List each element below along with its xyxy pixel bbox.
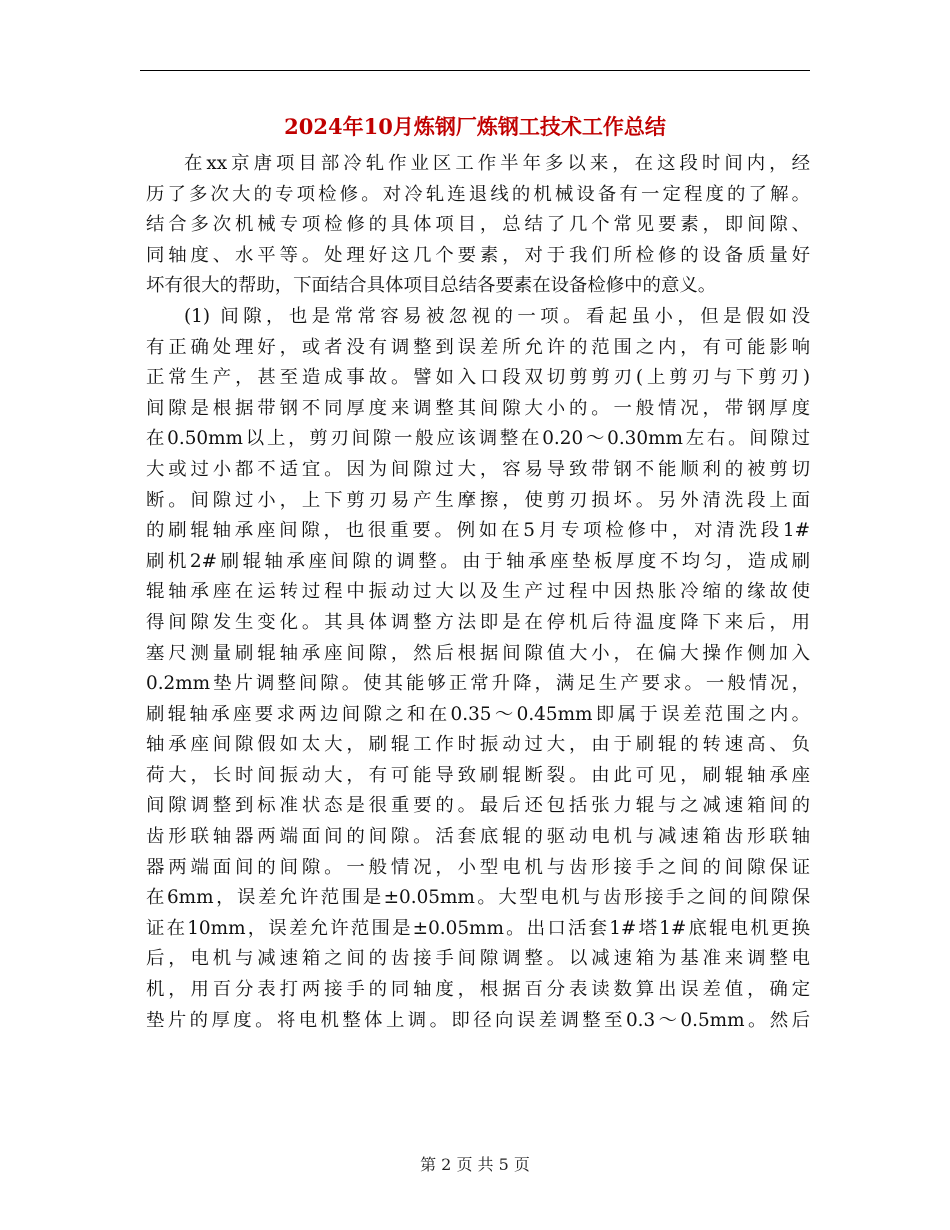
text-line: 历了多次大的专项检修。对冷轧连退线的机械设备有一定程度的了解。 (146, 183, 810, 205)
text-line: 大或过小都不适宜。因为间隙过大，容易导致带钢不能顺利的被剪切 (146, 458, 810, 480)
text-line: 刷辊轴承座要求两边间隙之和在0.35～0.45mm即属于误差范围之内。 (146, 703, 810, 725)
text-line: 垫片的厚度。将电机整体上调。即径向误差调整至0.3～0.5mm。然后 (146, 1009, 810, 1031)
text-line: 坏有很大的帮助，下面结合具体项目总结各要素在设备检修中的意义。 (146, 275, 717, 297)
text-line: 荷大，长时间振动大，有可能导致刷辊断裂。由此可见，刷辊轴承座 (146, 764, 810, 786)
document-title: 2024年10月炼钢厂炼钢工技术工作总结 (284, 114, 666, 139)
header-rule (140, 70, 810, 71)
text-line: 同轴度、水平等。处理好这几个要素，对于我们所检修的设备质量好 (146, 244, 810, 266)
text-line: 在0.50mm以上，剪刃间隙一般应该调整在0.20～0.30mm左右。间隙过 (146, 428, 810, 450)
text-line: 断。间隙过小，上下剪刃易产生摩擦，使剪刃损坏。另外清洗段上面 (146, 489, 810, 511)
text-line: 在6mm，误差允许范围是±0.05mm。大型电机与齿形接手之间的间隙保 (146, 887, 810, 909)
text-line: 间隙是根据带钢不同厚度来调整其间隙大小的。一般情况，带钢厚度 (146, 397, 810, 419)
text-line: 塞尺测量刷辊轴承座间隙，然后根据间隙值大小，在偏大操作侧加入 (146, 642, 810, 664)
text-line: 正常生产，甚至造成事故。譬如入口段双切剪剪刃(上剪刃与下剪刃) (146, 367, 810, 389)
text-line: 间隙调整到标准状态是很重要的。最后还包括张力辊与之减速箱间的 (146, 795, 810, 817)
text-line: 结合多次机械专项检修的具体项目，总结了几个常见要素，即间隙、 (146, 214, 810, 236)
text-line: 刷机2#刷辊轴承座间隙的调整。由于轴承座垫板厚度不均匀，造成刷 (146, 550, 810, 572)
text-line: 辊轴承座在运转过程中振动过大以及生产过程中因热胀冷缩的缘故使 (146, 581, 810, 603)
text-line: (1) 间隙，也是常常容易被忽视的一项。看起虽小，但是假如没 (184, 305, 810, 327)
text-line: 齿形联轴器两端面间的间隙。活套底辊的驱动电机与减速箱齿形联轴 (146, 826, 810, 848)
text-line: 后，电机与减速箱之间的齿接手间隙调整。以减速箱为基准来调整电 (146, 948, 810, 970)
text-line: 得间隙发生变化。其具体调整方法即是在停机后待温度降下来后，用 (146, 611, 810, 633)
document-body (146, 149, 810, 1036)
text-line: 0.2mm垫片调整间隙。使其能够正常升降，满足生产要求。一般情况， (146, 673, 810, 695)
text-line: 轴承座间隙假如太大，刷辊工作时振动过大，由于刷辊的转速高、负 (146, 734, 810, 756)
text-line: 在xx京唐项目部冷轧作业区工作半年多以来，在这段时间内，经 (184, 153, 810, 174)
text-line: 证在10mm，误差允许范围是±0.05mm。出口活套1#塔1#底辊电机更换 (146, 917, 810, 939)
text-line: 的刷辊轴承座间隙，也很重要。例如在5月专项检修中，对清洗段1# (146, 520, 810, 542)
text-line: 有正确处理好，或者没有调整到误差所允许的范围之内，有可能影响 (146, 336, 810, 358)
page-footer: 第 2 页 共 5 页 (420, 1155, 530, 1174)
text-line: 器两端面间的间隙。一般情况，小型电机与齿形接手之间的间隙保证 (146, 856, 810, 878)
text-line: 机，用百分表打两接手的同轴度，根据百分表读数算出误差值，确定 (146, 979, 810, 1001)
